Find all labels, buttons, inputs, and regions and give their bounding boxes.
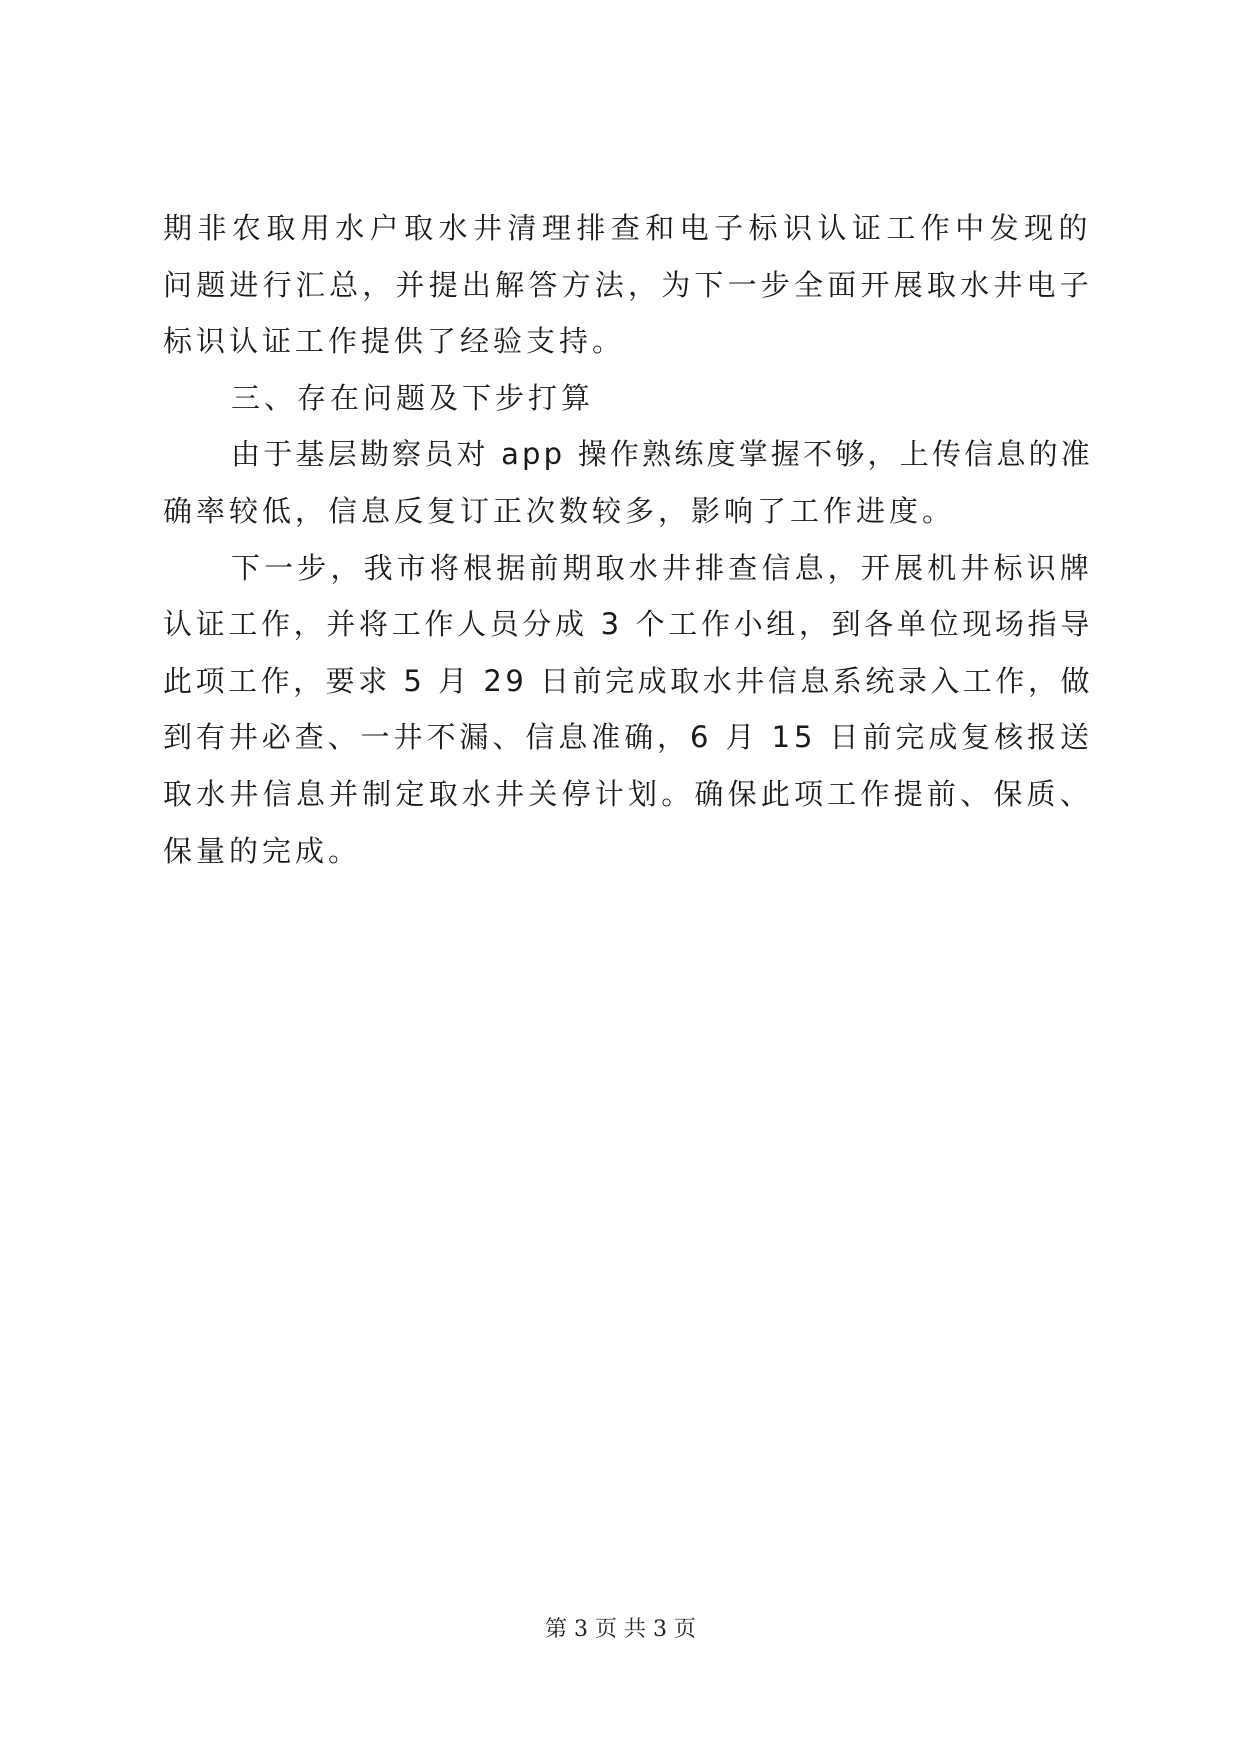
text-line: 问题进行汇总，并提出解答方法，为下一步全面开展取水井电子 — [163, 267, 1093, 302]
text-line: 保量的完成。 — [163, 833, 362, 868]
text-line: 标识认证工作提供了经验支持。 — [163, 324, 626, 359]
document-body — [163, 200, 1093, 879]
text-line: 确率较低，信息反复订正次数较多，影响了工作进度。 — [163, 493, 956, 528]
section-heading: 三、存在问题及下步打算 — [231, 380, 595, 415]
text-line: 下一步，我市将根据前期取水井排查信息，开展机井标识牌 — [231, 550, 1093, 585]
text-line: 此项工作，要求 5 月 29 日前完成取水井信息系统录入工作，做 — [163, 663, 1093, 698]
text-line: 认证工作，并将工作人员分成 3 个工作小组，到各单位现场指导 — [163, 607, 1093, 642]
text-line: 取水井信息并制定取水井关停计划。确保此项工作提前、保质、 — [163, 776, 1093, 811]
text-line: 期非农取用水户取水井清理排查和电子标识认证工作中发现的 — [163, 211, 1093, 245]
page-number-footer: 第 3 页 共 3 页 — [545, 1617, 696, 1642]
text-line: 由于基层勘察员对 app 操作熟练度掌握不够，上传信息的准 — [231, 437, 1093, 472]
text-line: 到有井必查、一井不漏、信息准确，6 月 15 日前完成复核报送 — [163, 720, 1093, 755]
